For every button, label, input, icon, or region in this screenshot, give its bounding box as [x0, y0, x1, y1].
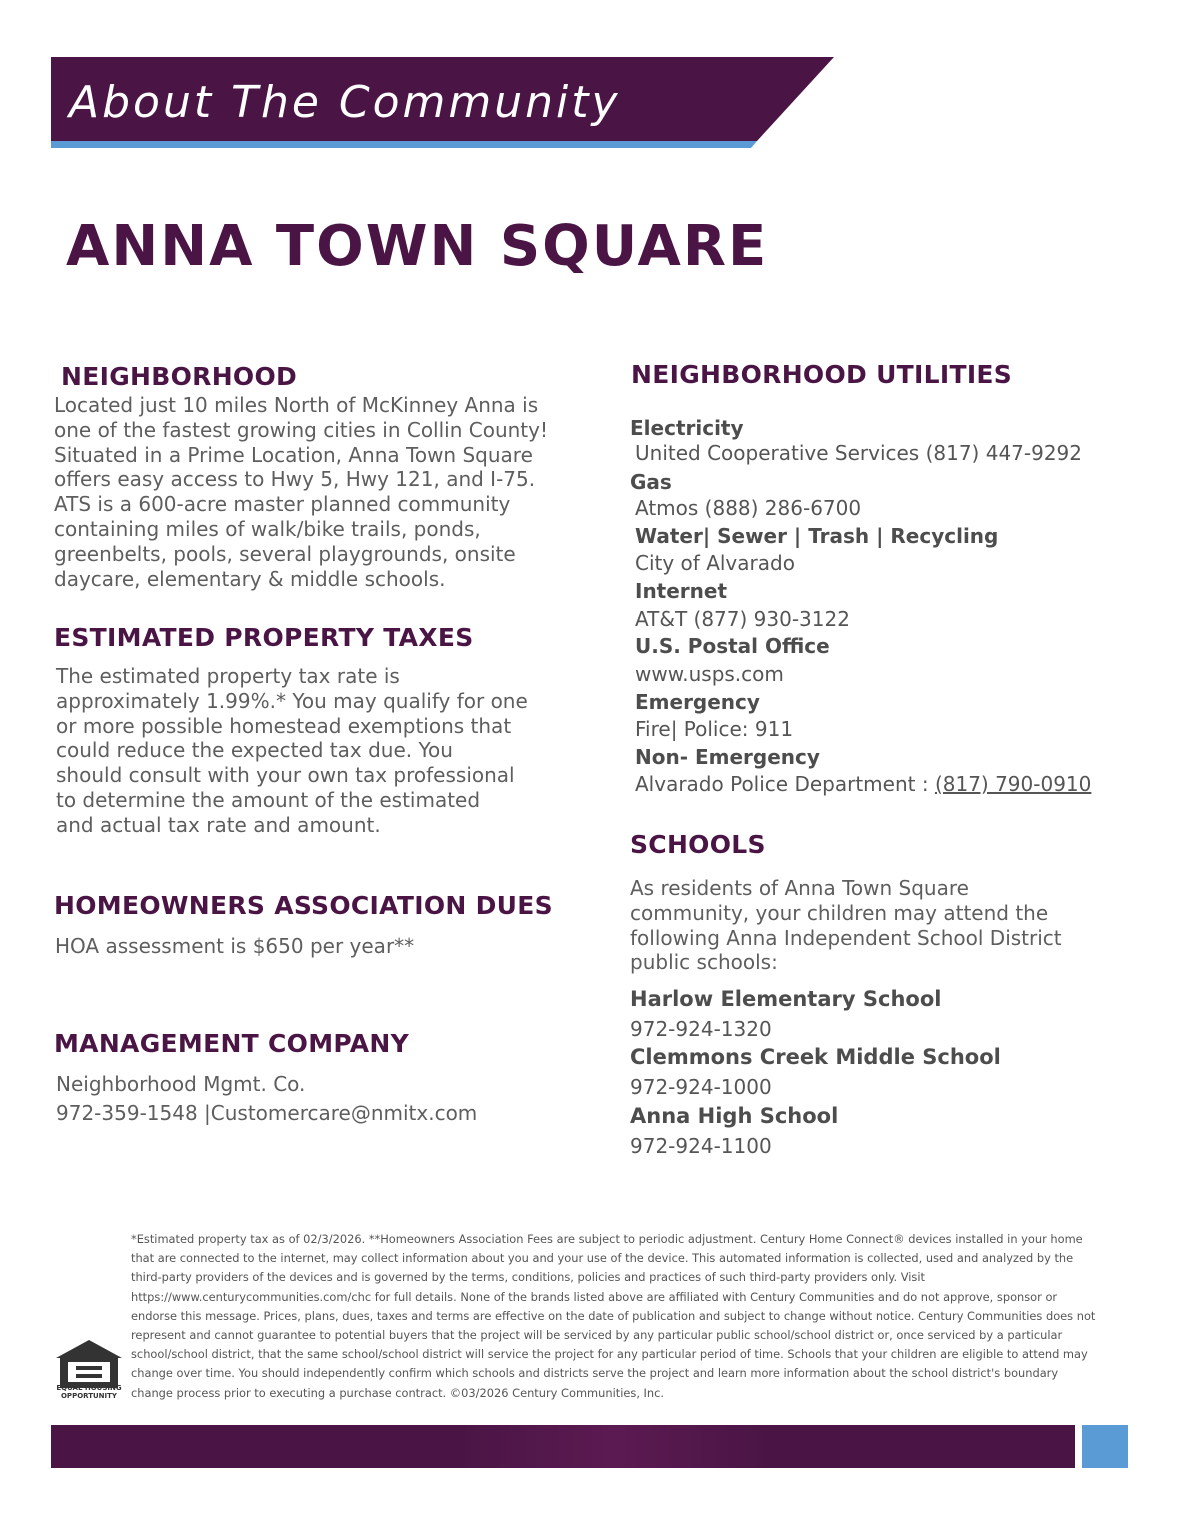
utility-label-gas: Gas	[630, 470, 672, 494]
banner-title: About The Community	[69, 77, 621, 128]
utility-value-postal: www.usps.com	[635, 662, 784, 686]
disclaimer-line: change over time. You should independently confirm which schools and districts serve the project and learn more information about the school district's boundary	[131, 1366, 1059, 1381]
text-line: HOA assessment is $650 per year**	[55, 934, 415, 958]
text-line: and actual tax rate and amount.	[56, 812, 381, 837]
text-line: should consult with your own tax professional	[56, 763, 515, 788]
header-banner	[51, 57, 834, 148]
hoa-text	[55, 934, 414, 959]
utility-value-non-emergency	[635, 772, 1091, 796]
eho-line1: EQUAL HOUSING	[56, 1384, 122, 1392]
text-line: As residents of Anna Town Square	[630, 876, 969, 900]
utility-value-internet: AT&T (877) 930-3122	[635, 607, 850, 631]
page-title: ANNA TOWN SQUARE	[66, 214, 769, 279]
disclaimer-line: that are connected to the internet, may collect information about you and your use of the device. This automated information is collected, used and analyzed by the	[131, 1251, 1074, 1266]
management-contact: 972-359-1548 |Customercare@nmitx.com	[56, 1101, 478, 1125]
school-phone-harlow: 972-924-1320	[630, 1017, 772, 1041]
management-heading: MANAGEMENT COMPANY	[54, 1029, 410, 1058]
text-line: Situated in a Prime Location, Anna Town Square	[54, 442, 533, 467]
police-phone-link[interactable]: (817) 790-0910	[934, 772, 1092, 796]
school-name-clemmons: Clemmons Creek Middle School	[630, 1045, 1001, 1069]
text-line: ATS is a 600-acre master planned community	[54, 492, 511, 517]
disclaimer-line: third-party providers of the devices and is governed by the terms, conditions, policies and practices of such third-party providers only. Visit	[131, 1270, 925, 1285]
text-line: Located just 10 miles North of McKinney Anna is	[54, 393, 539, 417]
disclaimer	[131, 1230, 1121, 1403]
disclaimer-line: school/school district, that the same school/school district will service the project for any particular period of time. Schools that your children are eligible to attend may	[131, 1347, 1088, 1362]
utility-value-water: City of Alvarado	[635, 551, 795, 575]
school-phone-anna-high: 972-924-1100	[630, 1134, 772, 1158]
text-line: greenbelts, pools, several playgrounds, onsite	[54, 541, 516, 566]
text-line: community, your children may attend the	[630, 900, 1049, 925]
equal-housing-text	[54, 1384, 124, 1400]
text-line: or more possible homestead exemptions that	[56, 713, 512, 738]
eho-line2: OPPORTUNITY	[60, 1392, 117, 1400]
taxes-heading: ESTIMATED PROPERTY TAXES	[54, 623, 474, 652]
text-line: could reduce the expected tax due. You	[56, 738, 453, 763]
disclaimer-line: endorse this message. Prices, plans, dues, taxes and terms are effective on the date of publication and subject to change without notice. Century Communities does not	[131, 1308, 1096, 1323]
school-name-anna-high: Anna High School	[630, 1104, 839, 1128]
schools-heading: SCHOOLS	[630, 830, 766, 859]
text-line: following Anna Independent School District	[630, 925, 1062, 950]
utility-value-gas: Atmos (888) 286-6700	[635, 496, 862, 520]
utility-label-emergency: Emergency	[635, 690, 760, 714]
disclaimer-line: https://www.centurycommunities.com/chc for full details. None of the brands listed above are affiliated with Century Communities and do not approve, sponsor or	[131, 1289, 1058, 1304]
taxes-text	[56, 664, 528, 838]
disclaimer-line: *Estimated property tax as of 02/3/2026. **Homeowners Association Fees are subject to periodic adjustment. Century Home Connect® devices installed in your home	[131, 1232, 1083, 1246]
school-name-harlow: Harlow Elementary School	[630, 987, 942, 1011]
text-line: one of the fastest growing cities in Collin County!	[54, 417, 549, 442]
text-line: approximately 1.99%.* You may qualify for one	[56, 688, 528, 713]
footer-accent-square	[1082, 1425, 1128, 1468]
disclaimer-line: change process prior to executing a purchase contract. ©03/2026 Century Communities, Inc.	[131, 1385, 665, 1400]
text-line: public schools:	[630, 950, 778, 975]
hoa-heading: HOMEOWNERS ASSOCIATION DUES	[54, 891, 553, 920]
utility-label-postal: U.S. Postal Office	[635, 634, 830, 658]
utilities-heading: NEIGHBORHOOD UTILITIES	[631, 360, 1013, 389]
schools-intro	[630, 876, 1062, 975]
utility-label-internet: Internet	[635, 579, 728, 603]
footer-bar	[51, 1425, 1075, 1468]
disclaimer-line: represent and cannot guarantee to potential buyers that the project will be serviced by any particular public school/school district or, once serviced by a particular	[131, 1328, 1063, 1343]
neighborhood-heading: NEIGHBORHOOD	[61, 362, 298, 391]
text-line: containing miles of walk/bike trails, ponds,	[54, 516, 481, 541]
utility-label-water: Water| Sewer | Trash | Recycling	[635, 524, 999, 548]
text-line: daycare, elementary & middle schools.	[54, 566, 446, 591]
text-line: to determine the amount of the estimated	[56, 787, 481, 812]
utility-value-electricity: United Cooperative Services (817) 447-9292	[635, 441, 1083, 465]
text-line: offers easy access to Hwy 5, Hwy 121, and I-75.	[54, 467, 536, 492]
police-department-text: Alvarado Police Department :	[635, 772, 935, 796]
utility-value-emergency: Fire| Police: 911	[635, 717, 794, 741]
school-phone-clemmons: 972-924-1000	[630, 1075, 772, 1099]
utility-label-electricity: Electricity	[630, 416, 744, 440]
management-name: Neighborhood Mgmt. Co.	[56, 1072, 306, 1096]
management-text	[56, 1070, 477, 1128]
neighborhood-text	[54, 393, 548, 591]
utility-label-non-emergency: Non- Emergency	[635, 745, 820, 769]
text-line: The estimated property tax rate is	[56, 664, 400, 688]
